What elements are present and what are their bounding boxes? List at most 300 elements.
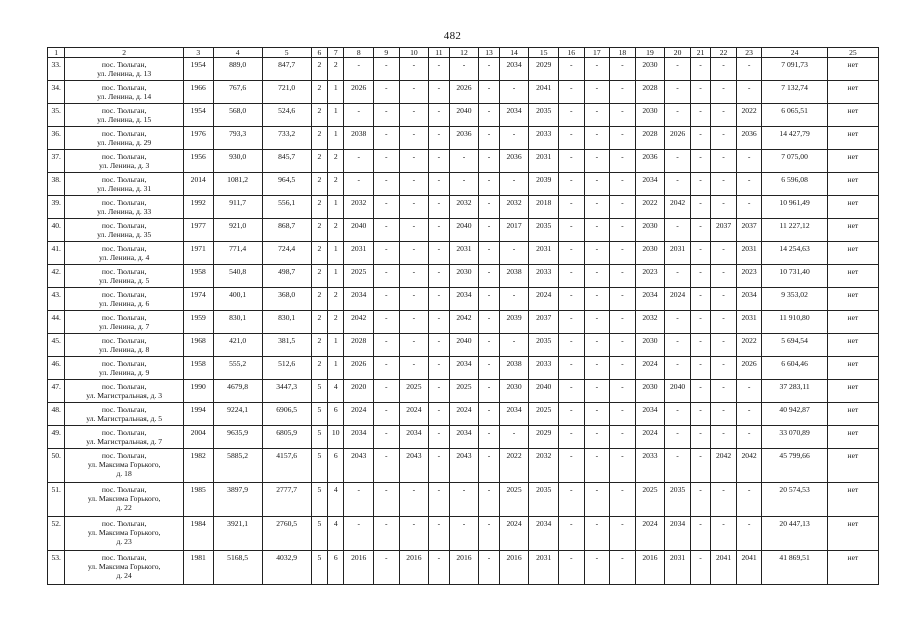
table-cell: 2022 (736, 104, 762, 127)
status-cell: нет (827, 517, 878, 551)
table-cell: - (429, 173, 449, 196)
area-cell: 555,2 (213, 357, 262, 380)
table-cell: - (344, 517, 374, 551)
status-cell: нет (827, 426, 878, 449)
address-cell: пос. Тюльган, ул. Ленина, д. 29 (65, 127, 184, 150)
column-header: 11 (429, 48, 449, 58)
table-cell: 1981 (183, 551, 213, 585)
table-cell: - (665, 334, 691, 357)
table-cell: 2032 (635, 311, 665, 334)
table-cell: 2042 (736, 449, 762, 483)
area-cell: 911,7 (213, 196, 262, 219)
table-cell: 2 (328, 288, 344, 311)
table-cell: - (736, 483, 762, 517)
table-cell: - (584, 311, 610, 334)
table-cell: 2 (311, 58, 327, 81)
cost-cell: 45 799,66 (762, 449, 827, 483)
table-cell: 2024 (449, 403, 479, 426)
table-cell: 2035 (529, 219, 559, 242)
table-cell: 2031 (529, 242, 559, 265)
table-cell: - (429, 219, 449, 242)
table-cell: 1966 (183, 81, 213, 104)
table-cell: - (499, 127, 529, 150)
table-cell: 1990 (183, 380, 213, 403)
column-header: 1 (48, 48, 65, 58)
table-cell: 2 (311, 242, 327, 265)
column-header: 15 (529, 48, 559, 58)
table-cell: - (610, 551, 636, 585)
table-cell: 2038 (499, 265, 529, 288)
cost-cell: 6 065,51 (762, 104, 827, 127)
table-cell: 2030 (635, 219, 665, 242)
table-cell: 2 (311, 173, 327, 196)
column-header: 13 (479, 48, 499, 58)
table-cell: - (399, 357, 429, 380)
area-cell: 5885,2 (213, 449, 262, 483)
table-cell: 2028 (635, 81, 665, 104)
table-cell: 2026 (344, 81, 374, 104)
table-row (48, 265, 879, 288)
row-number-cell: 46. (48, 357, 65, 380)
table-cell: 2016 (344, 551, 374, 585)
table-cell: 1 (328, 334, 344, 357)
table-row (48, 219, 879, 242)
table-cell: - (711, 311, 737, 334)
area-cell: 921,0 (213, 219, 262, 242)
table-cell: - (429, 196, 449, 219)
address-cell: пос. Тюльган, ул. Ленина, д. 35 (65, 219, 184, 242)
table-cell: 2004 (183, 426, 213, 449)
table-cell: 2029 (529, 58, 559, 81)
table-row (48, 104, 879, 127)
table-cell: 2025 (635, 483, 665, 517)
table-cell: 1958 (183, 357, 213, 380)
table-cell: - (479, 242, 499, 265)
table-cell: - (479, 58, 499, 81)
table-cell: - (690, 380, 710, 403)
table-cell: 2 (328, 58, 344, 81)
table-cell: - (736, 81, 762, 104)
table-cell: - (399, 311, 429, 334)
table-cell: 2 (311, 104, 327, 127)
table-cell: 2034 (529, 517, 559, 551)
table-cell: 1977 (183, 219, 213, 242)
table-cell: - (584, 517, 610, 551)
table-cell: 2034 (665, 517, 691, 551)
table-cell: - (559, 334, 585, 357)
table-cell: - (690, 242, 710, 265)
table-cell: - (711, 81, 737, 104)
cost-cell: 6 604,46 (762, 357, 827, 380)
table-cell: 2034 (449, 426, 479, 449)
table-cell: - (610, 58, 636, 81)
table-row (48, 483, 879, 517)
row-number-cell: 38. (48, 173, 65, 196)
table-cell: - (429, 58, 449, 81)
table-cell: 2041 (529, 81, 559, 104)
column-header: 10 (399, 48, 429, 58)
table-cell: - (559, 219, 585, 242)
column-header: 23 (736, 48, 762, 58)
table-cell: - (399, 173, 429, 196)
column-number-header (48, 48, 879, 58)
table-cell: 2032 (449, 196, 479, 219)
table-cell: - (399, 196, 429, 219)
table-cell: - (711, 426, 737, 449)
table-cell: - (429, 483, 449, 517)
address-cell: пос. Тюльган, ул. Магистральная, д. 7 (65, 426, 184, 449)
table-cell: 2041 (736, 551, 762, 585)
status-cell: нет (827, 288, 878, 311)
table-cell: 2042 (711, 449, 737, 483)
table-cell: 10 (328, 426, 344, 449)
area-cell: 4679,8 (213, 380, 262, 403)
table-cell: - (499, 242, 529, 265)
cost-cell: 7 091,73 (762, 58, 827, 81)
table-cell: 2 (311, 288, 327, 311)
table-cell: - (711, 380, 737, 403)
table-cell: - (374, 403, 400, 426)
area-cell: 771,4 (213, 242, 262, 265)
column-header: 3 (183, 48, 213, 58)
table-cell: - (399, 483, 429, 517)
table-cell: 2038 (499, 357, 529, 380)
table-cell: 2036 (635, 150, 665, 173)
table-cell: 1968 (183, 334, 213, 357)
table-row (48, 58, 879, 81)
table-cell: - (690, 104, 710, 127)
column-header: 22 (711, 48, 737, 58)
status-cell: нет (827, 449, 878, 483)
table-cell: - (711, 265, 737, 288)
area-cell: 381,5 (262, 334, 311, 357)
table-cell: - (449, 150, 479, 173)
table-cell: - (584, 403, 610, 426)
table-cell: - (584, 104, 610, 127)
table-cell: - (499, 81, 529, 104)
table-cell: - (665, 58, 691, 81)
table-cell: - (429, 311, 449, 334)
status-cell: нет (827, 150, 878, 173)
table-row (48, 403, 879, 426)
area-cell: 868,7 (262, 219, 311, 242)
table-cell: 1 (328, 104, 344, 127)
table-cell: 2016 (499, 551, 529, 585)
cost-cell: 41 869,51 (762, 551, 827, 585)
table-cell: 2024 (529, 288, 559, 311)
table-cell: 1974 (183, 288, 213, 311)
table-cell: 2014 (183, 173, 213, 196)
status-cell: нет (827, 357, 878, 380)
cost-cell: 10 731,40 (762, 265, 827, 288)
table-cell: - (399, 127, 429, 150)
table-cell: - (690, 127, 710, 150)
table-cell: 2031 (449, 242, 479, 265)
table-cell: 2030 (635, 334, 665, 357)
table-cell: 2034 (449, 288, 479, 311)
table-cell: 2035 (529, 334, 559, 357)
table-cell: 1 (328, 242, 344, 265)
table-cell: - (711, 150, 737, 173)
table-cell: 2023 (635, 265, 665, 288)
table-cell: 2016 (635, 551, 665, 585)
table-cell: - (610, 265, 636, 288)
column-header: 17 (584, 48, 610, 58)
table-row (48, 426, 879, 449)
area-cell: 3921,1 (213, 517, 262, 551)
table-cell: 1994 (183, 403, 213, 426)
address-cell: пос. Тюльган, ул. Максима Горького, д. 24 (65, 551, 184, 585)
table-cell: 2016 (399, 551, 429, 585)
table-cell: 2026 (736, 357, 762, 380)
column-header: 18 (610, 48, 636, 58)
table-cell: - (711, 288, 737, 311)
table-cell: - (559, 150, 585, 173)
table-cell: 2035 (529, 104, 559, 127)
area-cell: 847,7 (262, 58, 311, 81)
table-cell: - (429, 104, 449, 127)
table-cell: 2031 (344, 242, 374, 265)
table-cell: - (610, 426, 636, 449)
table-row (48, 81, 879, 104)
column-header: 24 (762, 48, 827, 58)
page-number: 482 (443, 30, 462, 42)
table-row (48, 196, 879, 219)
area-cell: 733,2 (262, 127, 311, 150)
table-cell: - (559, 127, 585, 150)
table-cell: - (374, 380, 400, 403)
area-cell: 568,0 (213, 104, 262, 127)
table-cell: - (374, 483, 400, 517)
table-cell: - (665, 265, 691, 288)
table-cell: 2042 (344, 311, 374, 334)
table-cell: 2 (328, 173, 344, 196)
table-row (48, 173, 879, 196)
table-cell: - (374, 449, 400, 483)
table-cell: - (736, 150, 762, 173)
table-cell: - (559, 196, 585, 219)
column-header: 19 (635, 48, 665, 58)
table-cell: - (399, 104, 429, 127)
table-cell: 2039 (499, 311, 529, 334)
table-cell: - (399, 242, 429, 265)
table-cell: - (479, 517, 499, 551)
table-cell: 2031 (665, 242, 691, 265)
address-cell: пос. Тюльган, ул. Магистральная, д. 3 (65, 380, 184, 403)
table-cell: - (690, 449, 710, 483)
table-cell: 2030 (635, 380, 665, 403)
cost-cell: 20 574,53 (762, 483, 827, 517)
table-cell: - (559, 357, 585, 380)
area-cell: 4032,9 (262, 551, 311, 585)
table-cell: - (610, 449, 636, 483)
table-cell: 1 (328, 357, 344, 380)
table-cell: - (610, 219, 636, 242)
table-cell: - (449, 483, 479, 517)
area-cell: 889,0 (213, 58, 262, 81)
table-cell: 1954 (183, 58, 213, 81)
table-cell: - (399, 517, 429, 551)
status-cell: нет (827, 219, 878, 242)
table-cell: 2 (311, 311, 327, 334)
address-cell: пос. Тюльган, ул. Ленина, д. 13 (65, 58, 184, 81)
status-cell: нет (827, 173, 878, 196)
table-cell: - (479, 334, 499, 357)
table-cell: - (610, 288, 636, 311)
table-cell: 2 (311, 357, 327, 380)
table-cell: - (584, 483, 610, 517)
table-cell: - (690, 58, 710, 81)
status-cell: нет (827, 196, 878, 219)
table-cell: - (449, 173, 479, 196)
table-row (48, 449, 879, 483)
table-cell: - (610, 517, 636, 551)
area-cell: 830,1 (213, 311, 262, 334)
table-cell: 1982 (183, 449, 213, 483)
table-cell: 2040 (529, 380, 559, 403)
table-cell: - (399, 219, 429, 242)
table-cell: 2037 (711, 219, 737, 242)
table-cell: - (499, 334, 529, 357)
table-cell: 2034 (344, 426, 374, 449)
cost-cell: 20 447,13 (762, 517, 827, 551)
area-cell: 724,4 (262, 242, 311, 265)
table-cell: - (429, 551, 449, 585)
table-cell: - (479, 196, 499, 219)
table-cell: 1985 (183, 483, 213, 517)
table-cell: - (479, 127, 499, 150)
cost-cell: 40 942,87 (762, 403, 827, 426)
table-cell: - (374, 81, 400, 104)
table-cell: - (399, 334, 429, 357)
column-header: 21 (690, 48, 710, 58)
row-number-cell: 52. (48, 517, 65, 551)
table-cell: - (690, 265, 710, 288)
area-cell: 964,5 (262, 173, 311, 196)
table-row (48, 242, 879, 265)
status-cell: нет (827, 265, 878, 288)
table-cell: - (559, 288, 585, 311)
table-cell: - (499, 173, 529, 196)
table-cell: - (374, 173, 400, 196)
table-cell: 2035 (665, 483, 691, 517)
table-cell: - (499, 426, 529, 449)
column-header: 14 (499, 48, 529, 58)
table-cell: 2030 (499, 380, 529, 403)
table-cell: - (429, 426, 449, 449)
table-cell: - (584, 127, 610, 150)
table-cell: 2024 (635, 357, 665, 380)
table-cell: - (711, 517, 737, 551)
table-cell: 2025 (499, 483, 529, 517)
table-cell: 2040 (665, 380, 691, 403)
table-cell: - (399, 81, 429, 104)
area-cell: 2760,5 (262, 517, 311, 551)
table-cell: - (736, 517, 762, 551)
table-cell: 4 (328, 517, 344, 551)
table-cell: 2022 (736, 334, 762, 357)
table-cell: - (610, 196, 636, 219)
table-cell: 1984 (183, 517, 213, 551)
table-cell: 2041 (711, 551, 737, 585)
table-cell: - (665, 426, 691, 449)
table-cell: - (479, 173, 499, 196)
table-cell: - (711, 242, 737, 265)
table-cell: 2036 (736, 127, 762, 150)
area-cell: 3897,9 (213, 483, 262, 517)
table-cell: - (374, 517, 400, 551)
table-cell: - (711, 58, 737, 81)
column-header: 12 (449, 48, 479, 58)
address-cell: пос. Тюльган, ул. Максима Горького, д. 22 (65, 483, 184, 517)
table-cell: 2017 (499, 219, 529, 242)
column-header: 25 (827, 48, 878, 58)
row-number-cell: 45. (48, 334, 65, 357)
table-cell: - (584, 449, 610, 483)
status-cell: нет (827, 242, 878, 265)
table-cell: 2033 (529, 127, 559, 150)
table-cell: 1992 (183, 196, 213, 219)
table-cell: 2 (311, 127, 327, 150)
table-cell: 2033 (529, 357, 559, 380)
table-cell: 5 (311, 517, 327, 551)
table-cell: 2040 (344, 219, 374, 242)
table-cell: 2 (311, 196, 327, 219)
status-cell: нет (827, 551, 878, 585)
table-cell: - (711, 403, 737, 426)
table-cell: 2033 (635, 449, 665, 483)
table-cell: - (690, 219, 710, 242)
area-cell: 767,6 (213, 81, 262, 104)
status-cell: нет (827, 380, 878, 403)
table-cell: - (374, 265, 400, 288)
table-cell: 2030 (449, 265, 479, 288)
table-cell: - (584, 150, 610, 173)
table-cell: - (344, 104, 374, 127)
table-cell: - (399, 150, 429, 173)
table-cell: - (665, 311, 691, 334)
table-cell: 2 (311, 150, 327, 173)
column-header: 8 (344, 48, 374, 58)
table-cell: 6 (328, 551, 344, 585)
table-cell: 2037 (529, 311, 559, 334)
table-cell: - (584, 173, 610, 196)
table-cell: - (665, 403, 691, 426)
table-cell: - (736, 403, 762, 426)
table-cell: 2033 (529, 265, 559, 288)
address-cell: пос. Тюльган, ул. Ленина, д. 31 (65, 173, 184, 196)
table-cell: 5 (311, 551, 327, 585)
row-number-cell: 50. (48, 449, 65, 483)
table-cell: - (449, 58, 479, 81)
table-cell: 2025 (449, 380, 479, 403)
table-cell: - (690, 288, 710, 311)
table-cell: 1 (328, 196, 344, 219)
table-cell: - (690, 334, 710, 357)
table-cell: - (584, 288, 610, 311)
table-cell: 2024 (635, 426, 665, 449)
status-cell: нет (827, 311, 878, 334)
address-cell: пос. Тюльган, ул. Ленина, д. 15 (65, 104, 184, 127)
table-cell: - (374, 127, 400, 150)
cost-cell: 33 070,89 (762, 426, 827, 449)
table-cell: - (690, 196, 710, 219)
table-cell: 2031 (736, 242, 762, 265)
table-cell: - (399, 288, 429, 311)
column-header: 20 (665, 48, 691, 58)
table-cell: 5 (311, 483, 327, 517)
table-cell: 2031 (736, 311, 762, 334)
